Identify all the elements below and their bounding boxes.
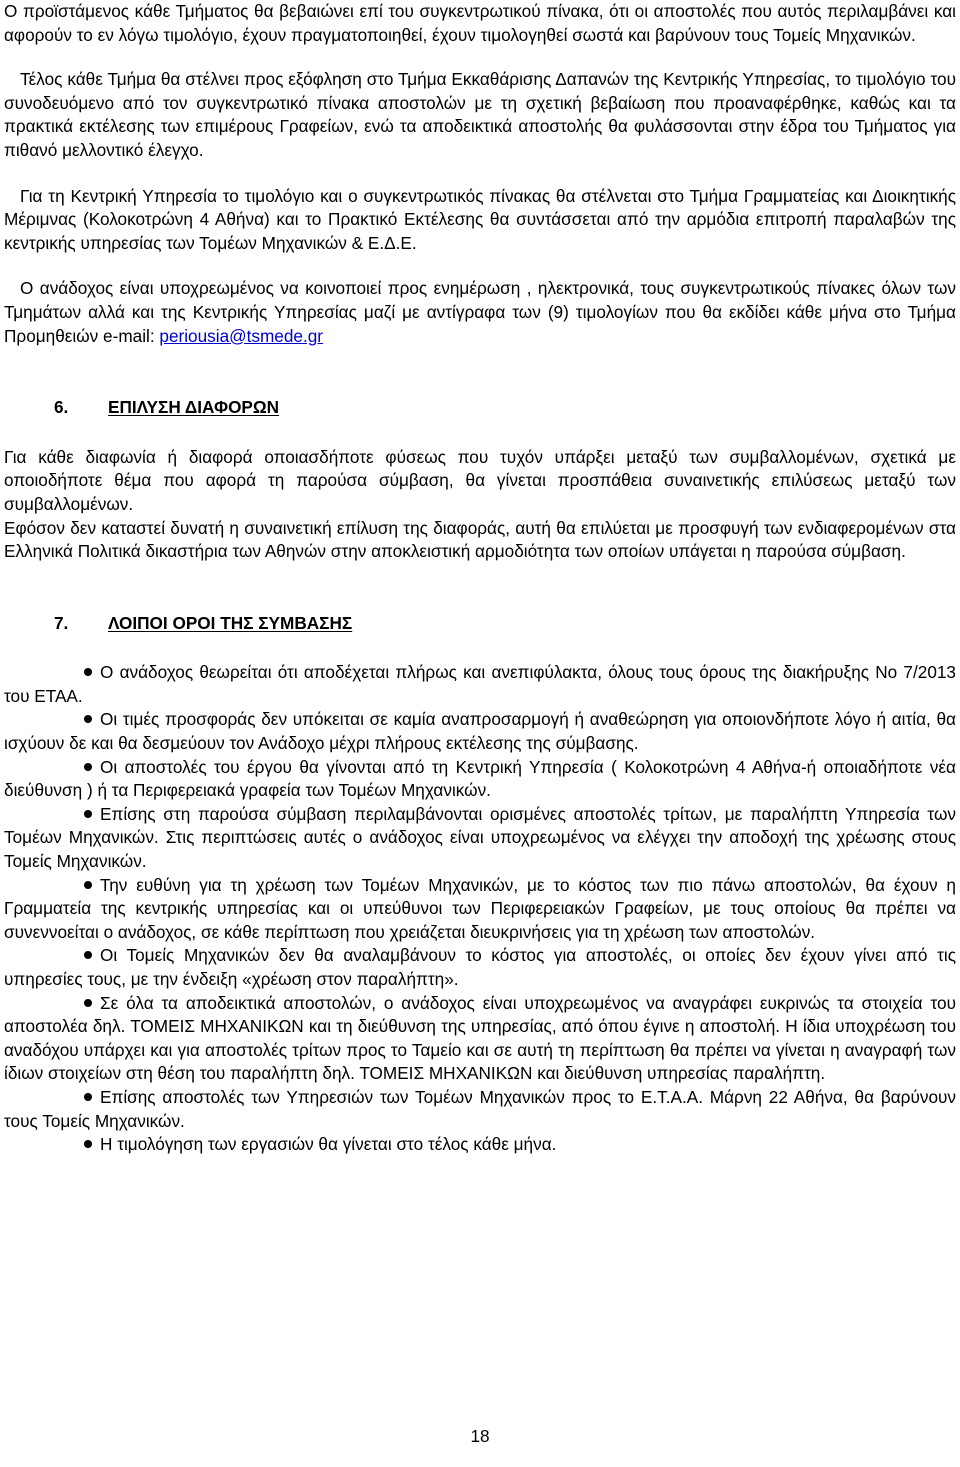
list-item-text: Σε όλα τα αποδεικτικά αποστολών, ο ανάδοχος είναι υποχρεωμένος να αναγράφει ευκρινώς τα στοιχεία του αποστολέα δηλ. ΤΟΜΕΙΣ ΜΗΧΑΝΙΚΩΝ και τη διεύθυνση της υπηρεσίας, από όπου έγινε η αποστολή. Η ίδια υποχρέωση του αναδόχου υπάρχει και για αποστολές τρίτων προς το Ταμείο και σε αυτή τη περίπτωση θα πρέπει να γίνεται η αναγραφή των ίδιων στοιχείων στη θέση του παραλήπτη δηλ. ΤΟΜΕΙΣ ΜΗΧΑΝΙΚΩΝ και διεύθυνση υπηρεσίας παραλήπτη.: [4, 992, 956, 1084]
document-page: [4, 0, 956, 1157]
section-6-paragraph-2: Εφόσον δεν καταστεί δυνατή η συναινετική επίλυση της διαφοράς, αυτή θα επιλύεται με προσφυγή των ενδιαφερομένων στα Ελληνικά Πολιτικά δικαστήρια των Αθηνών στην αποκλειστική αρμοδιότητα των οποίων υπάγεται η παρούσα σύμβαση.: [4, 517, 956, 562]
bullet-icon: [84, 1140, 92, 1148]
bullet-icon: [84, 999, 92, 1007]
list-item: [4, 1133, 956, 1157]
list-item-text: Επίσης στη παρούσα σύμβαση περιλαμβάνονται ορισμένες αποστολές τρίτων, με παραλήπτη Υπηρεσία των Τομέων Μηχανικών. Στις περιπτώσεις αυτές ο ανάδοχος είναι υποχρεωμένος να ελέγχει την αποδοχή της χρέωσης στους Τομείς Μηχανικών.: [4, 803, 956, 872]
list-item-text: Οι τιμές προσφοράς δεν υπόκειται σε καμία αναπροσαρμογή ή αναθεώρηση για οποιονδήποτε λόγο ή αιτία, θα ισχύουν δε και θα δεσμεύουν τον Ανάδοχο μέχρι πλήρους εκτέλεσης της σύμβασης.: [4, 709, 956, 754]
intro-paragraph-3: Για τη Κεντρική Υπηρεσία το τιμολόγιο και ο συγκεντρωτικός πίνακας θα στέλνεται στο Τμήμα Γραμματείας και Διοικητικής Μέριμνας (Κολοκοτρώνη 4 Αθήνα) και το Πρακτικό Εκτέλεσης θα συντάσσεται από την αρμόδια επιτροπή παραλαβών της κεντρικής υπηρεσίας των Τομέων Μηχανικών & Ε.Δ.Ε.: [4, 185, 956, 253]
bullet-icon: [84, 1093, 92, 1101]
list-item-text: Οι αποστολές του έργου θα γίνονται από τη Κεντρική Υπηρεσία ( Κολοκοτρώνη 4 Αθήνα-ή οποιαδήποτε νέα διεύθυνση ) ή τα Περιφερειακά γραφεία των Τομέων Μηχανικών.: [4, 756, 956, 801]
list-item: [4, 874, 956, 945]
list-item: [4, 944, 956, 991]
bullet-icon: [84, 668, 92, 676]
bullet-icon: [84, 881, 92, 889]
intro-paragraph-1: Ο προϊστάμενος κάθε Τμήματος θα βεβαιώνει επί του συγκεντρωτικού πίνακα, ότι οι αποστολές που αυτός περιλαμβάνει και αφορούν το εν λόγω τιμολόγιο, έχουν πραγματοποιηθεί, έχουν τιμολογηθεί σωστά και βαρύνουν τους Τομείς Μηχανικών.: [4, 1, 956, 45]
bullet-icon: [84, 951, 92, 959]
intro-paragraph-4: [4, 277, 956, 348]
list-item: [4, 756, 956, 803]
list-item: [4, 992, 956, 1086]
intro-paragraph-4-text: Ο ανάδοχος είναι υποχρεωμένος να κοινοποιεί προς ενημέρωση , ηλεκτρονικά, τους συγκεντρωτικούς πίνακες όλων των Τμημάτων αλλά και της Κεντρικής Υπηρεσίας μαζί με αντίγραφα των (9) τιμολογίων που θα εκδίδει κάθε μήνα στο Τμήμα Προμηθειών e-mail:: [4, 278, 956, 346]
section-6-title: ΕΠΙΛΥΣΗ ΔΙΑΦΟΡΩΝ: [108, 397, 280, 418]
list-item-text: Την ευθύνη για τη χρέωση των Τομέων Μηχανικών, με το κόστος των πιο πάνω αποστολών, θα έχουν η Γραμματεία της κεντρικής υπηρεσίας και οι υπεύθυνοι των Περιφερειακών Γραφείων, με τους οποίους θα πρέπει να συνεννοείται ο ανάδοχος, σε κάθε περίπτωση που χρειάζεται διευκρινήσεις για τη χρέωση των αποστολών.: [4, 874, 956, 942]
bullet-icon: [84, 810, 92, 818]
list-item: [4, 661, 956, 708]
section-7-title: ΛΟΙΠΟΙ ΟΡΟΙ ΤΗΣ ΣΥΜΒΑΣΗΣ: [108, 612, 353, 633]
list-item: [4, 1086, 956, 1133]
intro-paragraph-2: Τέλος κάθε Τμήμα θα στέλνει προς εξόφληση στο Τμήμα Εκκαθάρισης Δαπανών της Κεντρικής Υπηρεσίας, το τιμολόγιο του συνοδευόμενο από τον συγκεντρωτικό πίνακα αποστολών με τη σχετική βεβαίωση που προαναφέρθηκε, καθώς και τα πρακτικά εκτέλεσης των επιμέρους Γραφείων, ενώ τα αποδεικτικά αποστολής θα φυλάσσονται στην έδρα του Τμήματος για πιθανό μελλοντικό έλεγχο.: [4, 69, 956, 160]
list-item-text: Οι Τομείς Μηχανικών δεν θα αναλαμβάνουν το κόστος για αποστολές, οι οποίες δεν έχουν γίνει από τις υπηρεσίες τους, με την ένδειξη «χρέωση στον παραλήπτη».: [4, 945, 956, 989]
section-7-bullet-list: [4, 661, 956, 1156]
section-7-number: 7.: [54, 612, 69, 633]
list-item-text: Ο ανάδοχος θεωρείται ότι αποδέχεται πλήρως και ανεπιφύλακτα, όλους τους όρους της διακήρυξης Νο 7/2013 του ΕΤΑΑ.: [4, 662, 956, 706]
bullet-icon: [84, 763, 92, 771]
section-7-heading: [54, 612, 956, 636]
email-link[interactable]: periousia@tsmede.gr: [159, 325, 324, 346]
list-item-text: Η τιμολόγηση των εργασιών θα γίνεται στο τέλος κάθε μήνα.: [100, 1134, 557, 1155]
list-item-text: Επίσης αποστολές των Υπηρεσιών των Τομέων Μηχανικών προς το Ε.Τ.Α.Α. Μάρνη 22 Αθήνα, θα βαρύνουν τους Τομείς Μηχανικών.: [4, 1086, 956, 1131]
list-item: [4, 708, 956, 755]
page-number: 18: [470, 1426, 490, 1446]
section-6-heading: [54, 396, 956, 420]
section-6-number: 6.: [54, 397, 69, 418]
section-6-paragraph-1: Για κάθε διαφωνία ή διαφορά οποιασδήποτε φύσεως που τυχόν υπάρξει μεταξύ των συμβαλλομένων, σχετικά με οποιοδήποτε θέμα που αφορά τη παρούσα σύμβαση, θα γίνεται προσπάθεια συναινετικής επιλύσεως μεταξύ των συμβαλλομένων.: [4, 446, 956, 514]
bullet-icon: [84, 715, 92, 723]
list-item: [4, 803, 956, 874]
